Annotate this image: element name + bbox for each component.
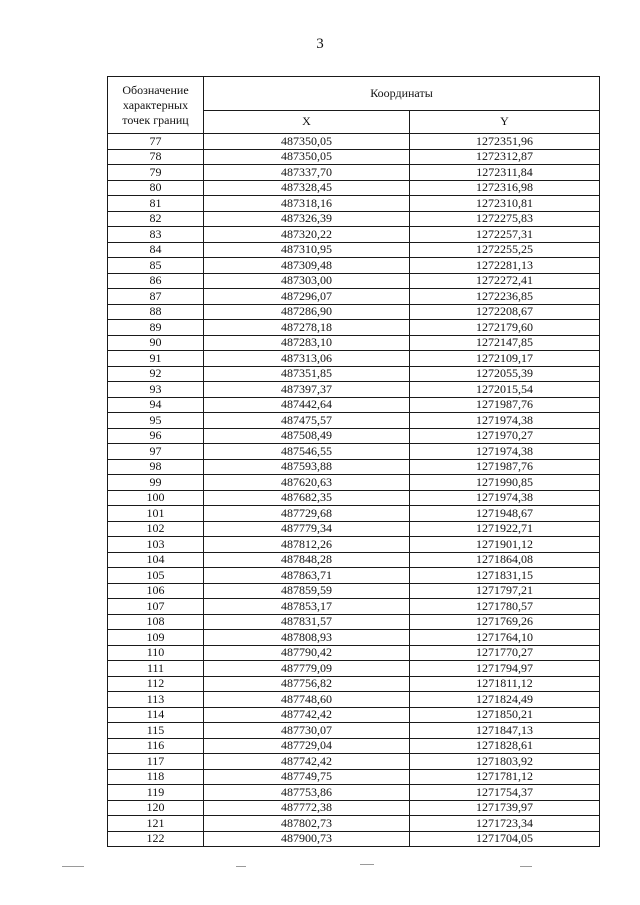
- x-coordinate-cell: 487337,70: [204, 165, 410, 181]
- y-coordinate-cell: 1272179,60: [410, 320, 600, 336]
- x-coordinate-cell: 487772,38: [204, 800, 410, 816]
- y-coordinate-cell: 1271850,21: [410, 707, 600, 723]
- table-row: [108, 785, 600, 801]
- table-row: [108, 521, 600, 537]
- x-coordinate-cell: 487397,37: [204, 382, 410, 398]
- point-number-cell: 86: [108, 273, 204, 289]
- y-coordinate-cell: 1272015,54: [410, 382, 600, 398]
- header-point-designation: Обозначение характерных точек границ: [108, 77, 204, 134]
- scan-artifact-left: [62, 866, 84, 867]
- table-row: [108, 692, 600, 708]
- y-coordinate-cell: 1271769,26: [410, 614, 600, 630]
- y-coordinate-cell: 1272255,25: [410, 242, 600, 258]
- table-row: [108, 630, 600, 646]
- y-coordinate-cell: 1271847,13: [410, 723, 600, 739]
- x-coordinate-cell: 487318,16: [204, 196, 410, 212]
- x-coordinate-cell: 487790,42: [204, 645, 410, 661]
- point-number-cell: 111: [108, 661, 204, 677]
- y-coordinate-cell: 1272351,96: [410, 134, 600, 150]
- header-coordinates: Координаты: [204, 77, 600, 111]
- x-coordinate-cell: 487310,95: [204, 242, 410, 258]
- y-coordinate-cell: 1271723,34: [410, 816, 600, 832]
- point-number-cell: 121: [108, 816, 204, 832]
- y-coordinate-cell: 1271780,57: [410, 599, 600, 615]
- point-number-cell: 85: [108, 258, 204, 274]
- table-row: [108, 816, 600, 832]
- y-coordinate-cell: 1271794,97: [410, 661, 600, 677]
- table-row: [108, 273, 600, 289]
- table-row: [108, 506, 600, 522]
- point-number-cell: 96: [108, 428, 204, 444]
- x-coordinate-cell: 487831,57: [204, 614, 410, 630]
- x-coordinate-cell: 487730,07: [204, 723, 410, 739]
- y-coordinate-cell: 1271987,76: [410, 397, 600, 413]
- header-y: Y: [410, 110, 600, 133]
- x-coordinate-cell: 487351,85: [204, 366, 410, 382]
- table-row: [108, 366, 600, 382]
- point-number-cell: 89: [108, 320, 204, 336]
- table-row: [108, 397, 600, 413]
- x-coordinate-cell: 487749,75: [204, 769, 410, 785]
- table-row: [108, 599, 600, 615]
- point-number-cell: 103: [108, 537, 204, 553]
- table-row: [108, 537, 600, 553]
- y-coordinate-cell: 1271987,76: [410, 459, 600, 475]
- table-row: [108, 707, 600, 723]
- point-number-cell: 105: [108, 568, 204, 584]
- y-coordinate-cell: 1271970,27: [410, 428, 600, 444]
- point-number-cell: 95: [108, 413, 204, 429]
- table-header: [108, 77, 600, 134]
- table-row: [108, 289, 600, 305]
- point-number-cell: 87: [108, 289, 204, 305]
- table-row: [108, 242, 600, 258]
- y-coordinate-cell: 1271828,61: [410, 738, 600, 754]
- table-row: [108, 568, 600, 584]
- x-coordinate-cell: 487900,73: [204, 831, 410, 847]
- y-coordinate-cell: 1272147,85: [410, 335, 600, 351]
- point-number-cell: 77: [108, 134, 204, 150]
- point-number-cell: 91: [108, 351, 204, 367]
- x-coordinate-cell: 487748,60: [204, 692, 410, 708]
- point-number-cell: 102: [108, 521, 204, 537]
- point-number-cell: 108: [108, 614, 204, 630]
- table-row: [108, 413, 600, 429]
- x-coordinate-cell: 487779,34: [204, 521, 410, 537]
- table-row: [108, 475, 600, 491]
- table-row: [108, 428, 600, 444]
- table-row: [108, 258, 600, 274]
- table-row: [108, 335, 600, 351]
- point-number-cell: 98: [108, 459, 204, 475]
- x-coordinate-cell: 487350,05: [204, 134, 410, 150]
- y-coordinate-cell: 1272208,67: [410, 304, 600, 320]
- y-coordinate-cell: 1272311,84: [410, 165, 600, 181]
- y-coordinate-cell: 1271739,97: [410, 800, 600, 816]
- x-coordinate-cell: 487313,06: [204, 351, 410, 367]
- x-coordinate-cell: 487729,04: [204, 738, 410, 754]
- y-coordinate-cell: 1272055,39: [410, 366, 600, 382]
- x-coordinate-cell: 487350,05: [204, 149, 410, 165]
- table-row: [108, 645, 600, 661]
- x-coordinate-cell: 487729,68: [204, 506, 410, 522]
- page-number: 3: [316, 36, 324, 52]
- x-coordinate-cell: 487742,42: [204, 754, 410, 770]
- table-row: [108, 165, 600, 181]
- table-row: [108, 661, 600, 677]
- table-row: [108, 490, 600, 506]
- table-row: [108, 196, 600, 212]
- point-number-cell: 120: [108, 800, 204, 816]
- point-number-cell: 110: [108, 645, 204, 661]
- x-coordinate-cell: 487508,49: [204, 428, 410, 444]
- point-number-cell: 92: [108, 366, 204, 382]
- point-number-cell: 99: [108, 475, 204, 491]
- x-coordinate-cell: 487442,64: [204, 397, 410, 413]
- point-number-cell: 93: [108, 382, 204, 398]
- scan-artifact-right: [520, 866, 532, 867]
- point-number-cell: 97: [108, 444, 204, 460]
- table-row: [108, 180, 600, 196]
- scan-artifact-mid: [360, 864, 374, 865]
- table-row: [108, 723, 600, 739]
- point-number-cell: 78: [108, 149, 204, 165]
- point-number-cell: 118: [108, 769, 204, 785]
- point-number-cell: 79: [108, 165, 204, 181]
- point-number-cell: 90: [108, 335, 204, 351]
- y-coordinate-cell: 1271901,12: [410, 537, 600, 553]
- y-coordinate-cell: 1271974,38: [410, 490, 600, 506]
- point-number-cell: 80: [108, 180, 204, 196]
- x-coordinate-cell: 487296,07: [204, 289, 410, 305]
- y-coordinate-cell: 1272257,31: [410, 227, 600, 243]
- x-coordinate-cell: 487320,22: [204, 227, 410, 243]
- x-coordinate-cell: 487326,39: [204, 211, 410, 227]
- point-number-cell: 84: [108, 242, 204, 258]
- y-coordinate-cell: 1271974,38: [410, 444, 600, 460]
- x-coordinate-cell: 487593,88: [204, 459, 410, 475]
- scan-artifact-mid-left: [236, 866, 246, 867]
- y-coordinate-cell: 1271824,49: [410, 692, 600, 708]
- point-number-cell: 116: [108, 738, 204, 754]
- point-number-cell: 109: [108, 630, 204, 646]
- point-number-cell: 119: [108, 785, 204, 801]
- table-row: [108, 320, 600, 336]
- x-coordinate-cell: 487812,26: [204, 537, 410, 553]
- x-coordinate-cell: 487848,28: [204, 552, 410, 568]
- point-number-cell: 100: [108, 490, 204, 506]
- point-number-cell: 107: [108, 599, 204, 615]
- table-row: [108, 134, 600, 150]
- y-coordinate-cell: 1271948,67: [410, 506, 600, 522]
- x-coordinate-cell: 487620,63: [204, 475, 410, 491]
- point-number-cell: 94: [108, 397, 204, 413]
- point-number-cell: 82: [108, 211, 204, 227]
- point-number-cell: 112: [108, 676, 204, 692]
- table-row: [108, 676, 600, 692]
- point-number-cell: 114: [108, 707, 204, 723]
- x-coordinate-cell: 487309,48: [204, 258, 410, 274]
- table-row: [108, 351, 600, 367]
- y-coordinate-cell: 1271803,92: [410, 754, 600, 770]
- y-coordinate-cell: 1271922,71: [410, 521, 600, 537]
- table-row: [108, 227, 600, 243]
- table-row: [108, 831, 600, 847]
- table-row: [108, 800, 600, 816]
- table-row: [108, 552, 600, 568]
- x-coordinate-cell: 487779,09: [204, 661, 410, 677]
- x-coordinate-cell: 487808,93: [204, 630, 410, 646]
- table-row: [108, 211, 600, 227]
- x-coordinate-cell: 487682,35: [204, 490, 410, 506]
- point-number-cell: 106: [108, 583, 204, 599]
- point-number-cell: 113: [108, 692, 204, 708]
- point-number-cell: 101: [108, 506, 204, 522]
- x-coordinate-cell: 487278,18: [204, 320, 410, 336]
- table-row: [108, 304, 600, 320]
- table-row: [108, 459, 600, 475]
- y-coordinate-cell: 1271990,85: [410, 475, 600, 491]
- point-number-cell: 115: [108, 723, 204, 739]
- x-coordinate-cell: 487756,82: [204, 676, 410, 692]
- y-coordinate-cell: 1272310,81: [410, 196, 600, 212]
- table-row: [108, 769, 600, 785]
- header-x: X: [204, 110, 410, 133]
- y-coordinate-cell: 1271831,15: [410, 568, 600, 584]
- y-coordinate-cell: 1272109,17: [410, 351, 600, 367]
- x-coordinate-cell: 487859,59: [204, 583, 410, 599]
- x-coordinate-cell: 487283,10: [204, 335, 410, 351]
- y-coordinate-cell: 1271704,05: [410, 831, 600, 847]
- x-coordinate-cell: 487802,73: [204, 816, 410, 832]
- x-coordinate-cell: 487853,17: [204, 599, 410, 615]
- y-coordinate-cell: 1271864,08: [410, 552, 600, 568]
- point-number-cell: 104: [108, 552, 204, 568]
- y-coordinate-cell: 1271974,38: [410, 413, 600, 429]
- y-coordinate-cell: 1272272,41: [410, 273, 600, 289]
- point-number-cell: 83: [108, 227, 204, 243]
- y-coordinate-cell: 1271781,12: [410, 769, 600, 785]
- x-coordinate-cell: 487742,42: [204, 707, 410, 723]
- y-coordinate-cell: 1271764,10: [410, 630, 600, 646]
- x-coordinate-cell: 487328,45: [204, 180, 410, 196]
- table-body: [108, 134, 600, 847]
- y-coordinate-cell: 1271797,21: [410, 583, 600, 599]
- x-coordinate-cell: 487753,86: [204, 785, 410, 801]
- x-coordinate-cell: 487863,71: [204, 568, 410, 584]
- x-coordinate-cell: 487475,57: [204, 413, 410, 429]
- y-coordinate-cell: 1272316,98: [410, 180, 600, 196]
- table-row: [108, 614, 600, 630]
- y-coordinate-cell: 1272312,87: [410, 149, 600, 165]
- table-row: [108, 738, 600, 754]
- y-coordinate-cell: 1271754,37: [410, 785, 600, 801]
- table-row: [108, 583, 600, 599]
- x-coordinate-cell: 487303,00: [204, 273, 410, 289]
- point-number-cell: 88: [108, 304, 204, 320]
- point-number-cell: 122: [108, 831, 204, 847]
- y-coordinate-cell: 1271770,27: [410, 645, 600, 661]
- table-row: [108, 149, 600, 165]
- x-coordinate-cell: 487546,55: [204, 444, 410, 460]
- coordinates-table: [107, 76, 600, 847]
- y-coordinate-cell: 1272275,83: [410, 211, 600, 227]
- x-coordinate-cell: 487286,90: [204, 304, 410, 320]
- table-row: [108, 382, 600, 398]
- y-coordinate-cell: 1272236,85: [410, 289, 600, 305]
- y-coordinate-cell: 1272281,13: [410, 258, 600, 274]
- table-row: [108, 754, 600, 770]
- point-number-cell: 81: [108, 196, 204, 212]
- point-number-cell: 117: [108, 754, 204, 770]
- y-coordinate-cell: 1271811,12: [410, 676, 600, 692]
- table-row: [108, 444, 600, 460]
